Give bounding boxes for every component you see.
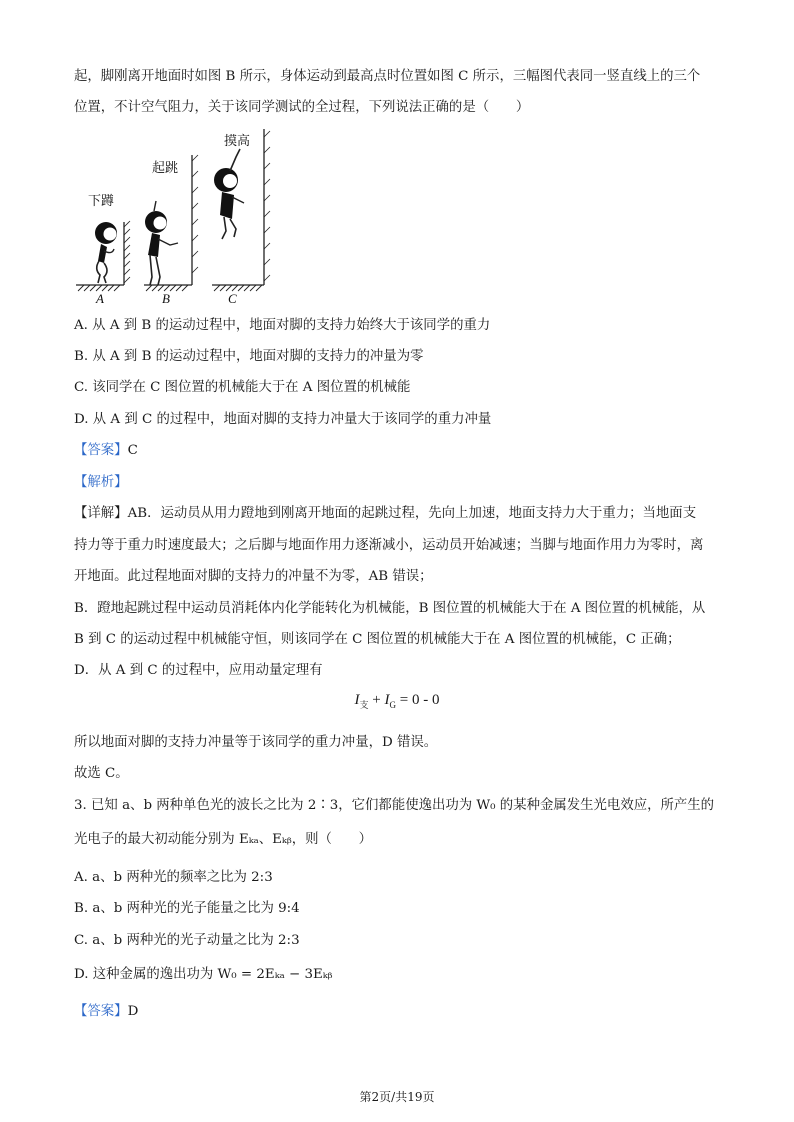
q2-conclusion: 故选 C。: [74, 766, 129, 781]
q2-answer: [74, 441, 724, 461]
figure-c-touch: [214, 149, 244, 239]
label-touch: 摸高: [224, 133, 251, 148]
label-jump: 起跳: [152, 160, 179, 175]
q3-stem-line2: 光电子的最大初动能分别为 Eₖₐ、Eₖᵦ，则（ ）: [74, 832, 373, 847]
formula-i2: I: [384, 692, 390, 708]
q2-detail-line3: 开地面。此过程地面对脚的支持力的冲量不为零，AB 错误；: [74, 569, 433, 584]
q3-option-c: C. a、b 两种光的光子动量之比为 2:3: [74, 933, 300, 948]
detail-tag: 【详解】: [74, 506, 128, 521]
label-squat: 下蹲: [88, 193, 115, 208]
answer-value: C: [127, 443, 138, 458]
q3-answer-tag: 【答案】: [74, 1004, 128, 1019]
q2-option-b: B. 从 A 到 B 的运动过程中，地面对脚的支持力的冲量为零: [74, 349, 424, 364]
q2-analysis-tag: [74, 473, 724, 493]
q2-option-d: D. 从 A 到 C 的过程中，地面对脚的支持力冲量大于该同学的重力冲量: [74, 412, 492, 427]
q2-detail-line5: B 到 C 的运动过程中机械能守恒，则该同学在 C 图位置的机械能大于在 A 图位置的机械能，C 正确；: [74, 632, 681, 647]
q2-option-a: A. 从 A 到 B 的运动过程中，地面对脚的支持力始终大于该同学的重力: [74, 318, 491, 333]
figure-b-jump: [145, 201, 178, 285]
q3-option-b: B. a、b 两种光的光子能量之比为 9:4: [74, 901, 300, 916]
formula-plus: +: [368, 692, 385, 708]
formula-sub1: 支: [359, 700, 369, 710]
q2-detail-line4: B．蹬地起跳过程中运动员消耗体内化学能转化为机械能，B 图位置的机械能大于在 A 图位置的机械能，从: [74, 601, 706, 616]
q3-option-d: D. 这种金属的逸出功为 W₀ = 2Eₖₐ − 3Eₖᵦ: [74, 967, 333, 982]
analysis-tag: 【解析】: [74, 475, 128, 490]
q3-stem-line1: 3. 已知 a、b 两种单色光的波长之比为 2∶3，它们都能使逸出功为 W₀ 的某种金属发生光电效应，所产生的: [74, 798, 715, 813]
detail-text-1: AB．运动员从用力蹬地到刚离开地面的起跳过程，先向上加速，地面支持力大于重力；当地面支: [127, 506, 697, 521]
walls: [124, 129, 270, 285]
label-b: B: [162, 291, 170, 306]
formula-i1: I: [354, 692, 360, 708]
q3-option-a: A. a、b 两种光的频率之比为 2:3: [74, 870, 273, 885]
jump-illustration: [74, 127, 284, 307]
q2-stem-line2: 位置，不计空气阻力，关于该同学测试的全过程，下列说法正确的是（ ）: [74, 100, 530, 115]
q3-answer: [74, 1002, 724, 1022]
q2-option-c: C. 该同学在 C 图位置的机械能大于在 A 图位置的机械能: [74, 380, 411, 395]
q3-answer-value: D: [127, 1004, 139, 1019]
momentum-formula: [0, 692, 794, 711]
q2-detail-line1: [74, 504, 724, 524]
page-footer: 第2页/共19页: [359, 1090, 435, 1104]
q2-detail-line7: 所以地面对脚的支持力冲量等于该同学的重力冲量，D 错误。: [74, 735, 438, 750]
formula-rhs: = 0 - 0: [396, 692, 440, 708]
q2-detail-line2: 持力等于重力时速度最大；之后脚与地面作用力逐渐减小，运动员开始减速；当脚与地面作用力为零时，离: [74, 538, 704, 553]
answer-tag: 【答案】: [74, 443, 128, 458]
q2-stem-line1: 起，脚刚离开地面时如图 B 所示，身体运动到最高点时位置如图 C 所示，三幅图代表同一竖直线上的三个: [74, 69, 701, 84]
q2-detail-line6: D．从 A 到 C 的过程中，应用动量定理有: [74, 663, 323, 678]
label-a: A: [96, 291, 104, 306]
jump-figure: [74, 127, 284, 307]
label-c: C: [228, 291, 237, 306]
formula-sub2: G: [389, 700, 396, 710]
figure-a-squat: [95, 222, 117, 283]
